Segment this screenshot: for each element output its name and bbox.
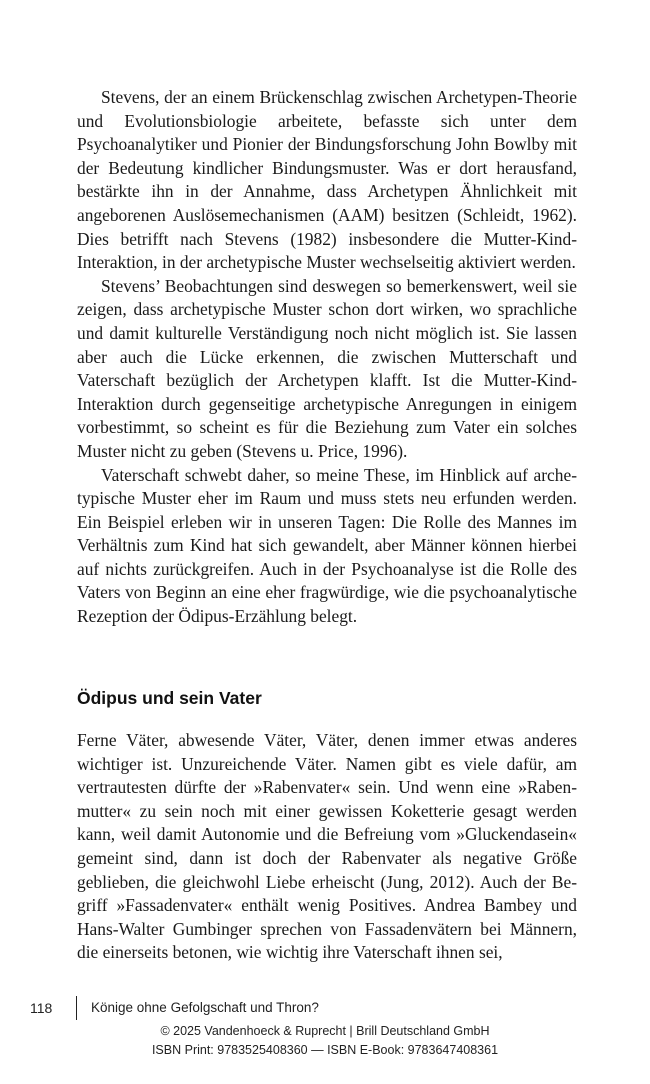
page-number: 118 <box>30 1000 53 1016</box>
copyright-line: © 2025 Vandenhoeck & Ruprecht | Brill Deutschland GmbH <box>160 1024 490 1038</box>
body-text-section-2 <box>77 729 577 965</box>
section-heading: Ödipus und sein Vater <box>77 688 262 708</box>
running-title: Könige ohne Gefolgschaft und Thron? <box>91 1000 319 1015</box>
paragraph-vaterschaft-these: Vaterschaft schwebt daher, so meine These, im Hinblick auf archetypische Muster eher im Raum und muss stets neu erfunden werden. Ein Beispiel erleben wir in unseren Tagen: Die Rolle des Mannes im Verhältnis zum Kind hat sich gewandelt, aber Männer können hierbei auf nichts zurückgreifen. Auch in der Psychoanalyse ist die Rolle des Vaters von Beginn an eine eher fragwürdige, wie die psychoanalytische Rezeption der Ödipus-Erzählung belegt. <box>77 464 577 627</box>
isbn-line: ISBN Print: 9783525408360 — ISBN E-Book: 9783647408361 <box>151 1043 499 1057</box>
paragraph-stevens-bindung: Stevens, der an einem Brückenschlag zwischen Archetypen-Theorie und Evolutionsbiologie arbeitete, befasste sich unter dem Psychoanalytiker und Pionier der Bindungsforschung John Bowlby mit der Bedeutung kindlicher Bindungsmuster. Was er dort herausfand, bestärkte ihn in der Annahme, dass Archetypen Ähnlichkeit mit angeborenen Auslösemechanismen (AAM) besitzen (Schleidt, 1962). Dies betrifft nach Stevens (1982) insbesondere die Mutter-Kind-Interaktion, in der archetypische Muster wechselseitig aktiviert werden. <box>77 87 577 273</box>
copyright-notice <box>0 1022 650 1060</box>
body-text-section-1 <box>77 86 577 629</box>
footer-divider <box>76 996 77 1020</box>
paragraph-stevens-beobachtungen: Stevens’ Beobachtungen sind deswegen so bemerkenswert, weil sie zeigen, dass archetypische Muster schon dort wirken, wo sprachliche und damit kulturelle Verständigung noch nicht möglich ist. Sie lassen aber auch die Lücke erkennen, die zwischen Mutterschaft und Vaterschaft bezüglich der Archetypen klafft. Ist die Mutter-Kind-Interaktion durch gegenseitige archetypische Anregungen in einigem vorbestimmt, so scheint es für die Beziehung zum Vater ein solches Muster nicht zu geben (Stevens u. Price, 1996). <box>77 275 577 461</box>
paragraph-ferne-vaeter: Ferne Väter, abwesende Väter, Väter, denen immer etwas anderes wichtiger ist. Unzureichende Väter. Namen gibt es viele dafür, am vertrautesten dürfte der »Rabenvater« sein. Und wenn eine »Rabenmutter« zu sein noch mit einer gewissen Koketterie gesagt werden kann, weil damit Autonomie und die Befreiung vom »Gluckendasein« gemeint sind, dann ist doch der Rabenvater als negative Größe geblieben, die gleichwohl Liebe erheischt (Jung, 2012). Auch der Begriff »Fassadenvater« enthält wenig Positives. Andrea Bambey und Hans-Walter Gumbinger sprechen von Fassadenvätern bei Männern, die einerseits betonen, wie wichtig ihre Vaterschaft ihnen sei, <box>77 730 577 963</box>
